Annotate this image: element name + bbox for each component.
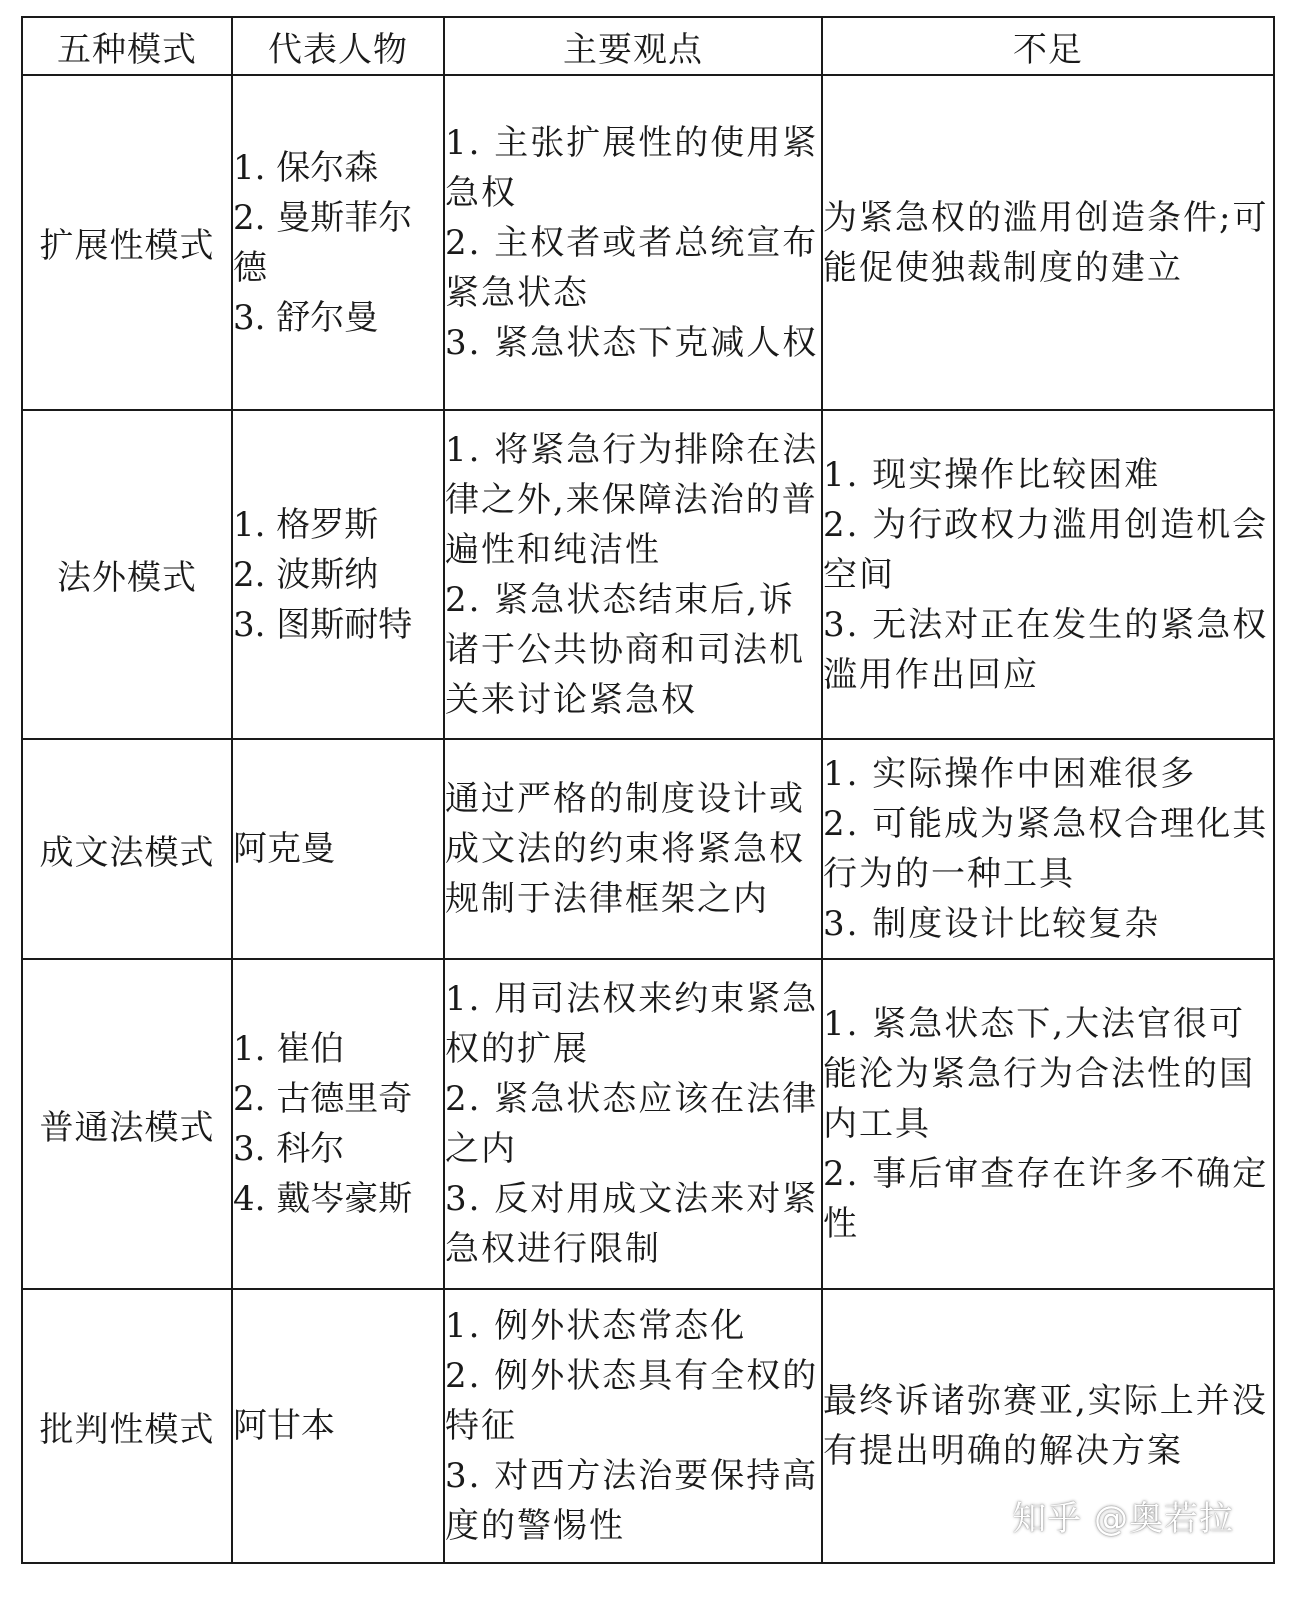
table-row xyxy=(22,739,1274,959)
flaws-cell xyxy=(822,959,1274,1289)
person: 3. 图斯耐特 xyxy=(233,604,413,645)
view-item: 1. 将紧急行为排除在法律之外,来保障法治的普遍性和纯洁性 xyxy=(445,429,819,570)
mode-cell: 批判性模式 xyxy=(22,1289,232,1563)
person: 2. 曼斯菲尔德 xyxy=(233,197,413,288)
flaws-cell xyxy=(822,410,1274,739)
header-people: 代表人物 xyxy=(232,17,444,75)
view-item: 2. 紧急状态结束后,诉诸于公共协商和司法机关来讨论紧急权 xyxy=(445,579,805,720)
table-row xyxy=(22,410,1274,739)
person: 1. 保尔森 xyxy=(233,147,379,188)
person: 3. 舒尔曼 xyxy=(233,297,379,338)
flaws-cell xyxy=(822,739,1274,959)
flaw-item: 3. 无法对正在发生的紧急权滥用作出回应 xyxy=(823,604,1269,695)
views-cell xyxy=(444,1289,822,1563)
models-table xyxy=(21,16,1275,1564)
view-item: 3. 对西方法治要保持高度的警惕性 xyxy=(445,1456,819,1546)
mode-cell: 法外模式 xyxy=(22,410,232,739)
view-item: 3. 紧急状态下克减人权 xyxy=(445,322,819,363)
header-views: 主要观点 xyxy=(444,17,822,75)
table-row xyxy=(22,75,1274,410)
people-cell xyxy=(232,739,444,959)
people-cell xyxy=(232,75,444,410)
person: 阿甘本 xyxy=(233,1406,335,1446)
person: 1. 崔伯 xyxy=(233,1029,345,1069)
people-cell xyxy=(232,410,444,739)
person: 阿克曼 xyxy=(233,829,335,869)
view-item: 2. 紧急状态应该在法律之内 xyxy=(445,1079,819,1169)
view-item: 3. 反对用成文法来对紧急权进行限制 xyxy=(445,1179,819,1269)
zhihu-watermark: 知乎 @奥若拉 xyxy=(1012,1499,1234,1539)
views-cell xyxy=(444,410,822,739)
people-cell xyxy=(232,1289,444,1563)
person: 3. 科尔 xyxy=(233,1129,345,1169)
person: 1. 格罗斯 xyxy=(233,504,379,545)
view-item: 1. 主张扩展性的使用紧急权 xyxy=(445,122,819,213)
flaws-cell xyxy=(822,75,1274,410)
flaw-item: 1. 现实操作比较困难 xyxy=(823,454,1161,495)
flaw-item: 2. 可能成为紧急权合理化其行为的一种工具 xyxy=(823,804,1269,894)
mode-cell: 普通法模式 xyxy=(22,959,232,1289)
person: 4. 戴岑豪斯 xyxy=(233,1179,413,1219)
people-cell xyxy=(232,959,444,1289)
views-cell xyxy=(444,739,822,959)
view-item: 1. 例外状态常态化 xyxy=(445,1306,747,1346)
flaw-item: 2. 为行政权力滥用创造机会空间 xyxy=(823,504,1269,595)
views-cell xyxy=(444,959,822,1289)
table-row xyxy=(22,959,1274,1289)
view-item: 1. 用司法权来约束紧急权的扩展 xyxy=(445,979,819,1069)
flaw-item: 1. 紧急状态下,大法官很可能沦为紧急行为合法性的国内工具 xyxy=(823,1004,1255,1144)
view-item: 2. 例外状态具有全权的特征 xyxy=(445,1356,819,1446)
flaw-item: 1. 实际操作中困难很多 xyxy=(823,754,1197,794)
flaw-item: 3. 制度设计比较复杂 xyxy=(823,904,1161,944)
mode-cell: 扩展性模式 xyxy=(22,75,232,410)
view-item: 2. 主权者或者总统宣布紧急状态 xyxy=(445,222,819,313)
header-mode: 五种模式 xyxy=(22,17,232,75)
views-cell xyxy=(444,75,822,410)
person: 2. 波斯纳 xyxy=(233,554,379,595)
header-flaws: 不足 xyxy=(822,17,1274,75)
view-item: 通过严格的制度设计或成文法的约束将紧急权规制于法律框架之内 xyxy=(445,779,805,919)
header-row xyxy=(22,17,1274,75)
flaw-item: 2. 事后审查存在许多不确定性 xyxy=(823,1154,1269,1244)
flaw-item: 为紧急权的滥用创造条件;可能促使独裁制度的建立 xyxy=(823,197,1269,288)
mode-cell: 成文法模式 xyxy=(22,739,232,959)
person: 2. 古德里奇 xyxy=(233,1079,413,1119)
flaw-item: 最终诉诸弥赛亚,实际上并没有提出明确的解决方案 xyxy=(823,1381,1268,1471)
